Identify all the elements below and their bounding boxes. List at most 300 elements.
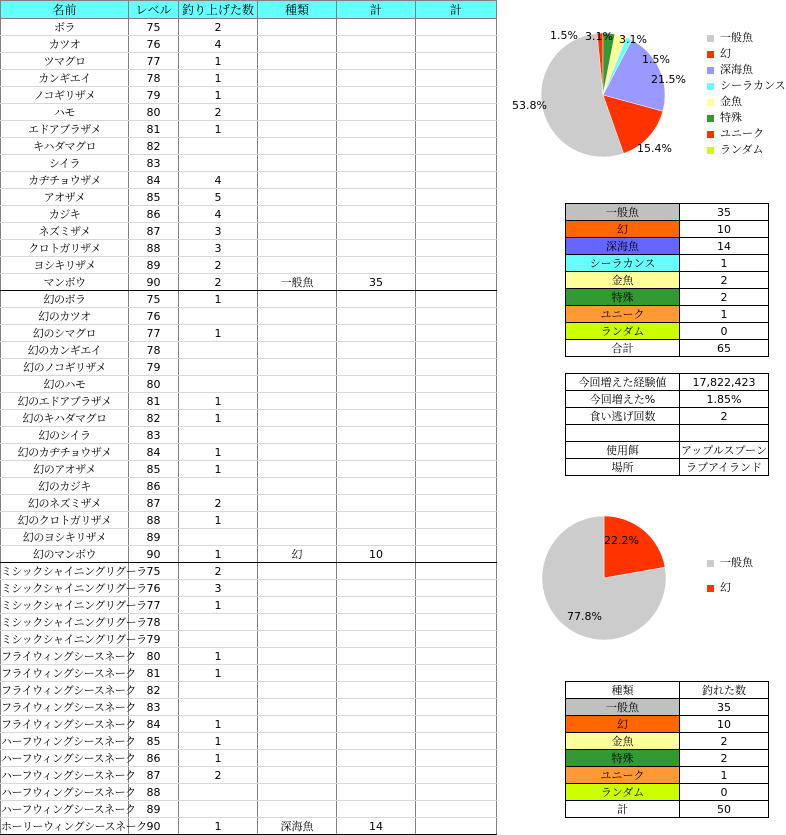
- fish-level-cell[interactable]: 84: [129, 716, 179, 733]
- fish-total-cell[interactable]: [337, 308, 416, 325]
- fish-type-cell[interactable]: [258, 155, 337, 172]
- fish-total-2-cell[interactable]: [416, 359, 497, 376]
- summary1-label-cell[interactable]: 金魚: [566, 272, 680, 289]
- fish-count-cell[interactable]: 1: [179, 410, 258, 427]
- fish-total-2-cell[interactable]: [416, 308, 497, 325]
- fish-count-cell[interactable]: 1: [179, 121, 258, 138]
- fish-count-cell[interactable]: 2: [179, 257, 258, 274]
- info-value-cell[interactable]: [680, 425, 769, 442]
- fish-level-cell[interactable]: 82: [129, 410, 179, 427]
- fish-total-2-cell[interactable]: [416, 87, 497, 104]
- fish-total-2-cell[interactable]: [416, 376, 497, 393]
- fish-type-cell[interactable]: [258, 784, 337, 801]
- summary2-label-cell[interactable]: ランダム: [566, 784, 680, 801]
- fish-count-cell[interactable]: 1: [179, 325, 258, 342]
- fish-level-cell[interactable]: 75: [129, 563, 179, 580]
- fish-type-cell[interactable]: [258, 716, 337, 733]
- fish-count-cell[interactable]: 1: [179, 444, 258, 461]
- fish-name-cell[interactable]: 幻のアオザメ: [1, 461, 129, 478]
- fish-total-2-cell[interactable]: [416, 495, 497, 512]
- fish-total-cell[interactable]: [337, 682, 416, 699]
- fish-type-cell[interactable]: [258, 223, 337, 240]
- fish-type-cell[interactable]: [258, 104, 337, 121]
- fish-level-cell[interactable]: 82: [129, 138, 179, 155]
- fish-total-2-cell[interactable]: [416, 53, 497, 70]
- fish-total-cell[interactable]: [337, 699, 416, 716]
- fish-name-cell[interactable]: フライウィングシースネーク: [1, 648, 129, 665]
- summary2-value-cell[interactable]: 1: [680, 767, 769, 784]
- fish-name-cell[interactable]: ネズミザメ: [1, 223, 129, 240]
- fish-type-cell[interactable]: [258, 767, 337, 784]
- fish-total-2-cell[interactable]: [416, 478, 497, 495]
- fish-count-cell[interactable]: [179, 478, 258, 495]
- fish-level-cell[interactable]: 77: [129, 53, 179, 70]
- fish-type-cell[interactable]: [258, 308, 337, 325]
- fish-name-cell[interactable]: エドアブラザメ: [1, 121, 129, 138]
- fish-count-cell[interactable]: [179, 784, 258, 801]
- fish-count-cell[interactable]: 1: [179, 665, 258, 682]
- fish-count-cell[interactable]: 4: [179, 206, 258, 223]
- fish-total-cell[interactable]: [337, 325, 416, 342]
- fish-total-cell[interactable]: [337, 223, 416, 240]
- info-value-cell[interactable]: アップルスプーン: [680, 442, 769, 459]
- fish-name-cell[interactable]: マンボウ: [1, 274, 129, 291]
- fish-name-cell[interactable]: 幻のカツオ: [1, 308, 129, 325]
- fish-total-2-cell[interactable]: [416, 733, 497, 750]
- fish-name-cell[interactable]: 幻のノコギリザメ: [1, 359, 129, 376]
- fish-count-cell[interactable]: 3: [179, 580, 258, 597]
- fish-name-cell[interactable]: カヂチョウザメ: [1, 172, 129, 189]
- summary2-label-cell[interactable]: 金魚: [566, 733, 680, 750]
- summary1-value-cell[interactable]: 2: [680, 272, 769, 289]
- fish-type-cell[interactable]: [258, 614, 337, 631]
- fish-level-cell[interactable]: 83: [129, 699, 179, 716]
- summary2-value-cell[interactable]: 2: [680, 733, 769, 750]
- fish-name-cell[interactable]: ミシックシャイニングリグーラ: [1, 631, 129, 648]
- fish-name-cell[interactable]: 幻のカンギエイ: [1, 342, 129, 359]
- fish-type-cell[interactable]: [258, 240, 337, 257]
- fish-total-2-cell[interactable]: [416, 767, 497, 784]
- summary1-value-cell[interactable]: 14: [680, 238, 769, 255]
- fish-type-cell[interactable]: [258, 70, 337, 87]
- fish-total-2-cell[interactable]: [416, 342, 497, 359]
- fish-total-cell[interactable]: [337, 36, 416, 53]
- fish-level-cell[interactable]: 78: [129, 614, 179, 631]
- fish-level-cell[interactable]: 80: [129, 104, 179, 121]
- info-label-cell[interactable]: 場所: [566, 459, 680, 476]
- info-label-cell[interactable]: 今回増えた経験値: [566, 374, 680, 391]
- fish-type-cell[interactable]: [258, 410, 337, 427]
- fish-name-cell[interactable]: カジキ: [1, 206, 129, 223]
- fish-total-cell[interactable]: [337, 784, 416, 801]
- fish-total-cell[interactable]: [337, 750, 416, 767]
- fish-total-cell[interactable]: 10: [337, 546, 416, 563]
- fish-type-cell[interactable]: [258, 291, 337, 308]
- fish-name-cell[interactable]: 幻のハモ: [1, 376, 129, 393]
- fish-total-2-cell[interactable]: [416, 410, 497, 427]
- fish-name-cell[interactable]: ミシックシャイニングリグーラ: [1, 614, 129, 631]
- fish-total-2-cell[interactable]: [416, 138, 497, 155]
- fish-type-cell[interactable]: [258, 138, 337, 155]
- fish-name-cell[interactable]: ミシックシャイニングリグーラ: [1, 563, 129, 580]
- fish-total-2-cell[interactable]: [416, 665, 497, 682]
- fish-name-cell[interactable]: クロトガリザメ: [1, 240, 129, 257]
- fish-type-cell[interactable]: 幻: [258, 546, 337, 563]
- fish-level-cell[interactable]: 81: [129, 121, 179, 138]
- fish-level-cell[interactable]: 75: [129, 19, 179, 36]
- summary2-value-cell[interactable]: 2: [680, 750, 769, 767]
- fish-total-2-cell[interactable]: [416, 512, 497, 529]
- fish-total-cell[interactable]: 14: [337, 818, 416, 835]
- fish-level-cell[interactable]: 79: [129, 87, 179, 104]
- fish-total-2-cell[interactable]: [416, 716, 497, 733]
- fish-count-cell[interactable]: 4: [179, 172, 258, 189]
- fish-total-cell[interactable]: [337, 87, 416, 104]
- fish-total-cell[interactable]: [337, 597, 416, 614]
- fish-name-cell[interactable]: フライウィングシースネーク: [1, 665, 129, 682]
- fish-count-cell[interactable]: [179, 801, 258, 818]
- header-type[interactable]: 種類: [258, 1, 337, 19]
- fish-total-cell[interactable]: 35: [337, 274, 416, 291]
- fish-count-cell[interactable]: 1: [179, 546, 258, 563]
- summary2-value-cell[interactable]: 10: [680, 716, 769, 733]
- fish-name-cell[interactable]: ノコギリザメ: [1, 87, 129, 104]
- info-value-cell[interactable]: 17,822,423: [680, 374, 769, 391]
- fish-count-cell[interactable]: 1: [179, 733, 258, 750]
- fish-total-2-cell[interactable]: [416, 240, 497, 257]
- fish-level-cell[interactable]: 87: [129, 495, 179, 512]
- info-label-cell[interactable]: [566, 425, 680, 442]
- fish-total-cell[interactable]: [337, 104, 416, 121]
- summary1-value-cell[interactable]: 10: [680, 221, 769, 238]
- fish-total-cell[interactable]: [337, 767, 416, 784]
- fish-type-cell[interactable]: [258, 495, 337, 512]
- fish-level-cell[interactable]: 77: [129, 597, 179, 614]
- fish-total-2-cell[interactable]: [416, 325, 497, 342]
- fish-type-cell[interactable]: [258, 750, 337, 767]
- fish-type-cell[interactable]: [258, 699, 337, 716]
- fish-total-2-cell[interactable]: [416, 461, 497, 478]
- summary2-value-cell[interactable]: 35: [680, 699, 769, 716]
- fish-level-cell[interactable]: 86: [129, 478, 179, 495]
- fish-total-cell[interactable]: [337, 410, 416, 427]
- info-label-cell[interactable]: 使用餌: [566, 442, 680, 459]
- fish-name-cell[interactable]: カツオ: [1, 36, 129, 53]
- fish-level-cell[interactable]: 90: [129, 818, 179, 835]
- summary1-label-cell[interactable]: ユニーク: [566, 306, 680, 323]
- fish-count-cell[interactable]: [179, 155, 258, 172]
- fish-level-cell[interactable]: 78: [129, 70, 179, 87]
- fish-type-cell[interactable]: [258, 563, 337, 580]
- fish-level-cell[interactable]: 84: [129, 172, 179, 189]
- fish-total-2-cell[interactable]: [416, 631, 497, 648]
- summary2-header-label[interactable]: 種類: [566, 682, 680, 699]
- fish-count-cell[interactable]: [179, 308, 258, 325]
- fish-level-cell[interactable]: 87: [129, 767, 179, 784]
- fish-count-cell[interactable]: [179, 138, 258, 155]
- info-value-cell[interactable]: ラブアイランド: [680, 459, 769, 476]
- fish-level-cell[interactable]: 88: [129, 784, 179, 801]
- fish-total-2-cell[interactable]: [416, 206, 497, 223]
- fish-total-2-cell[interactable]: [416, 546, 497, 563]
- summary1-label-cell[interactable]: 深海魚: [566, 238, 680, 255]
- fish-level-cell[interactable]: 85: [129, 461, 179, 478]
- fish-type-cell[interactable]: [258, 53, 337, 70]
- fish-name-cell[interactable]: シイラ: [1, 155, 129, 172]
- fish-total-2-cell[interactable]: [416, 648, 497, 665]
- summary1-value-cell[interactable]: 1: [680, 255, 769, 272]
- fish-total-cell[interactable]: [337, 580, 416, 597]
- fish-total-2-cell[interactable]: [416, 444, 497, 461]
- fish-type-cell[interactable]: [258, 733, 337, 750]
- fish-name-cell[interactable]: ハーフウィングシースネーク: [1, 750, 129, 767]
- fish-count-cell[interactable]: 1: [179, 512, 258, 529]
- fish-name-cell[interactable]: 幻のボラ: [1, 291, 129, 308]
- fish-count-cell[interactable]: [179, 631, 258, 648]
- fish-type-cell[interactable]: [258, 342, 337, 359]
- fish-type-cell[interactable]: [258, 801, 337, 818]
- info-label-cell[interactable]: 今回増えた%: [566, 391, 680, 408]
- fish-level-cell[interactable]: 88: [129, 512, 179, 529]
- fish-total-cell[interactable]: [337, 444, 416, 461]
- fish-total-2-cell[interactable]: [416, 614, 497, 631]
- fish-total-2-cell[interactable]: [416, 36, 497, 53]
- fish-total-2-cell[interactable]: [416, 427, 497, 444]
- fish-level-cell[interactable]: 81: [129, 393, 179, 410]
- fish-type-cell[interactable]: [258, 189, 337, 206]
- fish-name-cell[interactable]: ハーフウィングシースネーク: [1, 784, 129, 801]
- summary1-value-cell[interactable]: 0: [680, 323, 769, 340]
- fish-type-cell[interactable]: [258, 444, 337, 461]
- fish-level-cell[interactable]: 90: [129, 274, 179, 291]
- fish-count-cell[interactable]: 1: [179, 53, 258, 70]
- fish-total-cell[interactable]: [337, 614, 416, 631]
- fish-count-cell[interactable]: 4: [179, 36, 258, 53]
- summary2-value-cell[interactable]: 50: [680, 801, 769, 818]
- fish-type-cell[interactable]: [258, 427, 337, 444]
- summary2-value-cell[interactable]: 0: [680, 784, 769, 801]
- fish-type-cell[interactable]: [258, 121, 337, 138]
- fish-count-cell[interactable]: 2: [179, 274, 258, 291]
- fish-level-cell[interactable]: 88: [129, 240, 179, 257]
- fish-total-cell[interactable]: [337, 342, 416, 359]
- header-name[interactable]: 名前: [1, 1, 129, 19]
- fish-count-cell[interactable]: 2: [179, 104, 258, 121]
- header-total[interactable]: 計: [337, 1, 416, 19]
- fish-total-2-cell[interactable]: [416, 597, 497, 614]
- fish-total-cell[interactable]: [337, 427, 416, 444]
- summary2-label-cell[interactable]: 一般魚: [566, 699, 680, 716]
- fish-count-cell[interactable]: [179, 359, 258, 376]
- fish-name-cell[interactable]: カンギエイ: [1, 70, 129, 87]
- fish-count-cell[interactable]: [179, 427, 258, 444]
- fish-type-cell[interactable]: [258, 19, 337, 36]
- summary1-value-cell[interactable]: 1: [680, 306, 769, 323]
- fish-type-cell[interactable]: [258, 682, 337, 699]
- fish-total-cell[interactable]: [337, 155, 416, 172]
- fish-total-2-cell[interactable]: [416, 70, 497, 87]
- fish-type-cell[interactable]: [258, 461, 337, 478]
- fish-level-cell[interactable]: 89: [129, 529, 179, 546]
- fish-name-cell[interactable]: フライウィングシースネーク: [1, 682, 129, 699]
- fish-total-2-cell[interactable]: [416, 529, 497, 546]
- summary2-header-value[interactable]: 釣れた数: [680, 682, 769, 699]
- fish-count-cell[interactable]: 1: [179, 393, 258, 410]
- fish-count-cell[interactable]: [179, 682, 258, 699]
- fish-type-cell[interactable]: [258, 376, 337, 393]
- fish-total-cell[interactable]: [337, 53, 416, 70]
- summary1-label-cell[interactable]: ランダム: [566, 323, 680, 340]
- fish-type-cell[interactable]: [258, 512, 337, 529]
- fish-total-cell[interactable]: [337, 70, 416, 87]
- summary1-value-cell[interactable]: 35: [680, 204, 769, 221]
- fish-total-cell[interactable]: [337, 206, 416, 223]
- fish-level-cell[interactable]: 77: [129, 325, 179, 342]
- fish-count-cell[interactable]: [179, 376, 258, 393]
- fish-total-cell[interactable]: [337, 461, 416, 478]
- fish-level-cell[interactable]: 79: [129, 359, 179, 376]
- summary1-value-cell[interactable]: 2: [680, 289, 769, 306]
- fish-count-cell[interactable]: 1: [179, 461, 258, 478]
- summary2-label-cell[interactable]: 幻: [566, 716, 680, 733]
- fish-name-cell[interactable]: 幻のシイラ: [1, 427, 129, 444]
- fish-total-cell[interactable]: [337, 733, 416, 750]
- fish-total-2-cell[interactable]: [416, 784, 497, 801]
- info-value-cell[interactable]: 2: [680, 408, 769, 425]
- fish-level-cell[interactable]: 75: [129, 291, 179, 308]
- fish-total-cell[interactable]: [337, 138, 416, 155]
- fish-count-cell[interactable]: 1: [179, 648, 258, 665]
- fish-count-cell[interactable]: 1: [179, 70, 258, 87]
- fish-level-cell[interactable]: 87: [129, 223, 179, 240]
- fish-name-cell[interactable]: アオザメ: [1, 189, 129, 206]
- fish-name-cell[interactable]: キハダマグロ: [1, 138, 129, 155]
- fish-total-cell[interactable]: [337, 495, 416, 512]
- summary1-label-cell[interactable]: 幻: [566, 221, 680, 238]
- fish-name-cell[interactable]: ツマグロ: [1, 53, 129, 70]
- summary1-label-cell[interactable]: 特殊: [566, 289, 680, 306]
- summary1-label-cell[interactable]: 合計: [566, 340, 680, 357]
- header-total-2[interactable]: 計: [416, 1, 497, 19]
- fish-level-cell[interactable]: 85: [129, 189, 179, 206]
- fish-name-cell[interactable]: 幻のカジキ: [1, 478, 129, 495]
- fish-total-cell[interactable]: [337, 648, 416, 665]
- fish-name-cell[interactable]: ハーフウィングシースネーク: [1, 801, 129, 818]
- fish-type-cell[interactable]: 一般魚: [258, 274, 337, 291]
- info-value-cell[interactable]: 1.85%: [680, 391, 769, 408]
- fish-level-cell[interactable]: 83: [129, 427, 179, 444]
- header-level[interactable]: レベル: [129, 1, 179, 19]
- fish-name-cell[interactable]: ミシックシャイニングリグーラ: [1, 597, 129, 614]
- fish-type-cell[interactable]: [258, 359, 337, 376]
- fish-count-cell[interactable]: 2: [179, 19, 258, 36]
- fish-level-cell[interactable]: 90: [129, 546, 179, 563]
- fish-total-2-cell[interactable]: [416, 750, 497, 767]
- fish-type-cell[interactable]: [258, 393, 337, 410]
- fish-level-cell[interactable]: 81: [129, 665, 179, 682]
- fish-level-cell[interactable]: 80: [129, 648, 179, 665]
- fish-total-cell[interactable]: [337, 359, 416, 376]
- fish-level-cell[interactable]: 80: [129, 376, 179, 393]
- fish-level-cell[interactable]: 82: [129, 682, 179, 699]
- fish-type-cell[interactable]: [258, 206, 337, 223]
- fish-type-cell[interactable]: 深海魚: [258, 818, 337, 835]
- fish-level-cell[interactable]: 76: [129, 308, 179, 325]
- fish-level-cell[interactable]: 89: [129, 801, 179, 818]
- fish-count-cell[interactable]: 3: [179, 240, 258, 257]
- fish-name-cell[interactable]: ホーリーウィングシースネーク: [1, 818, 129, 835]
- fish-total-2-cell[interactable]: [416, 19, 497, 36]
- fish-name-cell[interactable]: フライウィングシースネーク: [1, 716, 129, 733]
- fish-name-cell[interactable]: 幻のヨシキリザメ: [1, 529, 129, 546]
- fish-type-cell[interactable]: [258, 257, 337, 274]
- fish-count-cell[interactable]: 2: [179, 767, 258, 784]
- fish-total-2-cell[interactable]: [416, 580, 497, 597]
- fish-total-2-cell[interactable]: [416, 818, 497, 835]
- fish-count-cell[interactable]: 5: [179, 189, 258, 206]
- fish-total-2-cell[interactable]: [416, 104, 497, 121]
- fish-total-cell[interactable]: [337, 665, 416, 682]
- fish-total-2-cell[interactable]: [416, 682, 497, 699]
- fish-name-cell[interactable]: ボラ: [1, 19, 129, 36]
- fish-type-cell[interactable]: [258, 529, 337, 546]
- fish-total-cell[interactable]: [337, 801, 416, 818]
- fish-name-cell[interactable]: ハーフウィングシースネーク: [1, 733, 129, 750]
- fish-type-cell[interactable]: [258, 325, 337, 342]
- fish-count-cell[interactable]: 2: [179, 563, 258, 580]
- fish-total-cell[interactable]: [337, 631, 416, 648]
- fish-name-cell[interactable]: 幻のカヂチョウザメ: [1, 444, 129, 461]
- fish-total-cell[interactable]: [337, 529, 416, 546]
- fish-name-cell[interactable]: ミシックシャイニングリグーラ: [1, 580, 129, 597]
- fish-level-cell[interactable]: 78: [129, 342, 179, 359]
- fish-level-cell[interactable]: 84: [129, 444, 179, 461]
- summary1-label-cell[interactable]: 一般魚: [566, 204, 680, 221]
- fish-count-cell[interactable]: 1: [179, 716, 258, 733]
- fish-total-cell[interactable]: [337, 121, 416, 138]
- fish-count-cell[interactable]: [179, 529, 258, 546]
- fish-count-cell[interactable]: [179, 614, 258, 631]
- fish-type-cell[interactable]: [258, 36, 337, 53]
- fish-total-2-cell[interactable]: [416, 801, 497, 818]
- fish-level-cell[interactable]: 86: [129, 206, 179, 223]
- fish-total-cell[interactable]: [337, 189, 416, 206]
- fish-type-cell[interactable]: [258, 631, 337, 648]
- fish-total-cell[interactable]: [337, 240, 416, 257]
- fish-type-cell[interactable]: [258, 648, 337, 665]
- fish-level-cell[interactable]: 86: [129, 750, 179, 767]
- fish-total-2-cell[interactable]: [416, 172, 497, 189]
- fish-name-cell[interactable]: 幻のシマグロ: [1, 325, 129, 342]
- fish-level-cell[interactable]: 76: [129, 36, 179, 53]
- fish-level-cell[interactable]: 89: [129, 257, 179, 274]
- fish-total-2-cell[interactable]: [416, 563, 497, 580]
- fish-count-cell[interactable]: 2: [179, 495, 258, 512]
- fish-count-cell[interactable]: 1: [179, 750, 258, 767]
- fish-type-cell[interactable]: [258, 597, 337, 614]
- summary2-label-cell[interactable]: 特殊: [566, 750, 680, 767]
- fish-type-cell[interactable]: [258, 87, 337, 104]
- fish-total-cell[interactable]: [337, 478, 416, 495]
- header-count[interactable]: 釣り上げた数: [179, 1, 258, 19]
- fish-type-cell[interactable]: [258, 172, 337, 189]
- fish-count-cell[interactable]: [179, 342, 258, 359]
- fish-name-cell[interactable]: フライウィングシースネーク: [1, 699, 129, 716]
- fish-total-2-cell[interactable]: [416, 121, 497, 138]
- info-label-cell[interactable]: 食い逃げ回数: [566, 408, 680, 425]
- fish-total-cell[interactable]: [337, 563, 416, 580]
- fish-level-cell[interactable]: 79: [129, 631, 179, 648]
